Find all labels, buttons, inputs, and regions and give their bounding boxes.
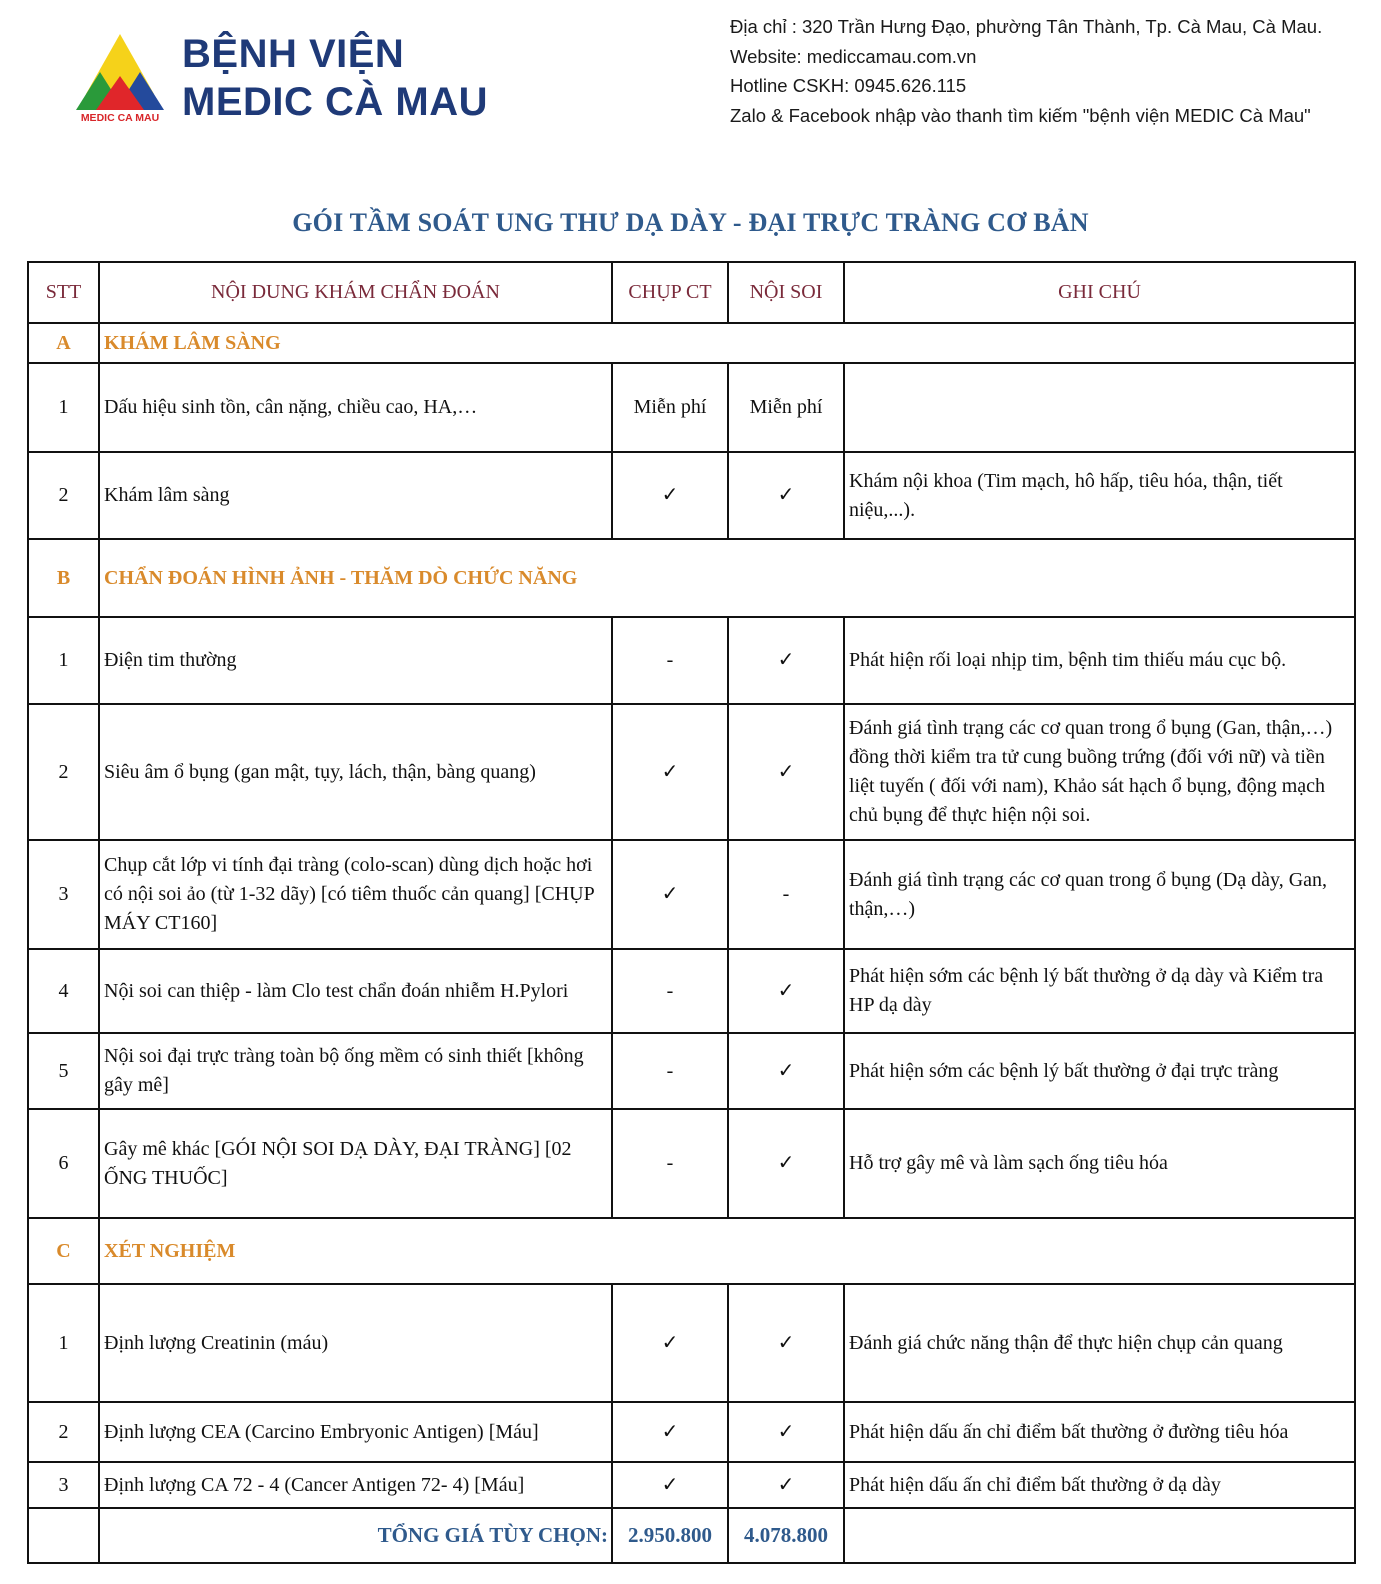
row-content: Định lượng Creatinin (máu) bbox=[99, 1284, 612, 1402]
section-row-b bbox=[28, 539, 1355, 617]
check-icon: ✓ bbox=[728, 452, 844, 539]
dash-mark: - bbox=[612, 949, 728, 1033]
check-icon: ✓ bbox=[728, 1462, 844, 1508]
row-note: Hỗ trợ gây mê và làm sạch ống tiêu hóa bbox=[844, 1109, 1355, 1218]
col-header-content: NỘI DUNG KHÁM CHẨN ĐOÁN bbox=[99, 262, 612, 323]
col-header-stt: STT bbox=[28, 262, 99, 323]
check-icon: ✓ bbox=[612, 704, 728, 840]
address: Địa chỉ : 320 Trần Hưng Đạo, phường Tân Thành, Tp. Cà Mau, Cà Mau. bbox=[730, 16, 1323, 37]
table-header-row bbox=[28, 262, 1355, 323]
total-ct-price: 2.950.800 bbox=[612, 1508, 728, 1563]
check-icon: ✓ bbox=[728, 1284, 844, 1402]
table-row bbox=[28, 1402, 1355, 1462]
col-header-endoscopy: NỘI SOI bbox=[728, 262, 844, 323]
check-icon: ✓ bbox=[612, 1284, 728, 1402]
col-header-ct: CHỤP CT bbox=[612, 262, 728, 323]
row-content: Chụp cắt lớp vi tính đại tràng (colo-scan) dùng dịch hoặc hơi có nội soi ảo (từ 1-32 dãy) [có tiêm thuốc cản quang] [CHỤP MÁY CT160] bbox=[99, 840, 612, 949]
package-table bbox=[27, 261, 1356, 1564]
package-title: GÓI TẦM SOÁT UNG THƯ DẠ DÀY - ĐẠI TRỰC TRÀNG CƠ BẢN bbox=[292, 208, 1089, 237]
check-icon: ✓ bbox=[728, 704, 844, 840]
row-stt: 2 bbox=[28, 704, 99, 840]
row-stt: 4 bbox=[28, 949, 99, 1033]
dash-mark: - bbox=[612, 1033, 728, 1109]
section-letter: B bbox=[28, 539, 99, 617]
check-icon: ✓ bbox=[612, 1402, 728, 1462]
total-row bbox=[28, 1508, 1355, 1563]
hotline: Hotline CSKH: 0945.626.115 bbox=[730, 75, 967, 97]
check-icon: ✓ bbox=[728, 1402, 844, 1462]
total-stt-empty bbox=[28, 1508, 99, 1563]
table-row bbox=[28, 1033, 1355, 1109]
row-stt: 1 bbox=[28, 363, 99, 452]
row-content: Siêu âm ổ bụng (gan mật, tụy, lách, thận, bàng quang) bbox=[99, 704, 612, 840]
row-note: Phát hiện sớm các bệnh lý bất thường ở đại trực tràng bbox=[844, 1033, 1355, 1109]
table-row bbox=[28, 617, 1355, 704]
hospital-brand bbox=[182, 30, 488, 126]
section-letter: C bbox=[28, 1218, 99, 1284]
table-row bbox=[28, 704, 1355, 840]
section-row-c bbox=[28, 1218, 1355, 1284]
row-stt: 1 bbox=[28, 617, 99, 704]
table-row bbox=[28, 452, 1355, 539]
row-content: Dấu hiệu sinh tồn, cân nặng, chiều cao, HA,… bbox=[99, 363, 612, 452]
row-note: Đánh giá chức năng thận để thực hiện chụp cản quang bbox=[844, 1284, 1355, 1402]
row-stt: 6 bbox=[28, 1109, 99, 1218]
row-note: Phát hiện rối loại nhịp tim, bệnh tim thiếu máu cục bộ. bbox=[844, 617, 1355, 704]
check-icon: ✓ bbox=[728, 949, 844, 1033]
col-header-note: GHI CHÚ bbox=[844, 262, 1355, 323]
row-stt: 5 bbox=[28, 1033, 99, 1109]
contact-info bbox=[730, 12, 1322, 131]
row-stt: 2 bbox=[28, 452, 99, 539]
table-row bbox=[28, 1462, 1355, 1508]
row-note: Đánh giá tình trạng các cơ quan trong ổ bụng (Gan, thận,…) đồng thời kiểm tra tử cung buồng trứng (đối với nữ) và tiền liệt tuyến ( đối với nam), Khảo sát hạch ổ bụng, động mạch chủ bụng để thực hiện nội soi. bbox=[844, 704, 1355, 840]
total-endoscopy-price: 4.078.800 bbox=[728, 1508, 844, 1563]
dash-mark: - bbox=[612, 1109, 728, 1218]
table-row bbox=[28, 949, 1355, 1033]
row-content: Nội soi can thiệp - làm Clo test chẩn đoán nhiễm H.Pylori bbox=[99, 949, 612, 1033]
row-note: Phát hiện dấu ấn chỉ điểm bất thường ở dạ dày bbox=[844, 1462, 1355, 1508]
row-content: Nội soi đại trực tràng toàn bộ ống mềm có sinh thiết [không gây mê] bbox=[99, 1033, 612, 1109]
website: Website: mediccamau.com.vn bbox=[730, 45, 977, 67]
row-stt: 3 bbox=[28, 840, 99, 949]
section-title: CHẨN ĐOÁN HÌNH ẢNH - THĂM DÒ CHỨC NĂNG bbox=[99, 539, 1355, 617]
row-content: Gây mê khác [GÓI NỘI SOI DẠ DÀY, ĐẠI TRÀNG] [02 ỐNG THUỐC] bbox=[99, 1109, 612, 1218]
row-content: Điện tim thường bbox=[99, 617, 612, 704]
section-title: KHÁM LÂM SÀNG bbox=[99, 323, 1355, 363]
logo-text: MEDIC CA MAU bbox=[80, 112, 160, 124]
table-row bbox=[28, 1109, 1355, 1218]
check-icon: ✓ bbox=[612, 1462, 728, 1508]
row-stt: 1 bbox=[28, 1284, 99, 1402]
row-note bbox=[844, 363, 1355, 452]
check-icon: ✓ bbox=[612, 452, 728, 539]
section-row-a bbox=[28, 323, 1355, 363]
table-row bbox=[28, 363, 1355, 452]
row-note: Khám nội khoa (Tim mạch, hô hấp, tiêu hóa, thận, tiết niệu,...). bbox=[844, 452, 1355, 539]
section-letter: A bbox=[28, 323, 99, 363]
brand-line-2: MEDIC CÀ MAU bbox=[182, 80, 488, 124]
table-row bbox=[28, 840, 1355, 949]
dash-mark: - bbox=[728, 840, 844, 949]
row-content: Định lượng CEA (Carcino Embryonic Antigen) [Máu] bbox=[99, 1402, 612, 1462]
check-icon: ✓ bbox=[612, 840, 728, 949]
social-search-hint: Zalo & Facebook nhập vào thanh tìm kiếm "bệnh viện MEDIC Cà Mau" bbox=[730, 105, 1311, 127]
row-content: Định lượng CA 72 - 4 (Cancer Antigen 72- 4) [Máu] bbox=[99, 1462, 612, 1508]
row-stt: 2 bbox=[28, 1402, 99, 1462]
row-note: Phát hiện sớm các bệnh lý bất thường ở dạ dày và Kiểm tra HP dạ dày bbox=[844, 949, 1355, 1033]
row-stt: 3 bbox=[28, 1462, 99, 1508]
check-icon: ✓ bbox=[728, 1033, 844, 1109]
hospital-logo bbox=[74, 32, 166, 124]
row-note: Phát hiện dấu ấn chỉ điểm bất thường ở đường tiêu hóa bbox=[844, 1402, 1355, 1462]
check-icon: ✓ bbox=[728, 1109, 844, 1218]
row-note: Đánh giá tình trạng các cơ quan trong ổ bụng (Dạ dày, Gan, thận,…) bbox=[844, 840, 1355, 949]
brand-line-1: BỆNH VIỆN bbox=[182, 32, 405, 76]
total-note-empty bbox=[844, 1508, 1355, 1563]
total-label: TỔNG GIÁ TÙY CHỌN: bbox=[99, 1508, 612, 1563]
row-content: Khám lâm sàng bbox=[99, 452, 612, 539]
row-endoscopy-value: Miễn phí bbox=[728, 363, 844, 452]
check-icon: ✓ bbox=[728, 617, 844, 704]
section-title: XÉT NGHIỆM bbox=[99, 1218, 1355, 1284]
dash-mark: - bbox=[612, 617, 728, 704]
table-row bbox=[28, 1284, 1355, 1402]
row-ct-value: Miễn phí bbox=[612, 363, 728, 452]
